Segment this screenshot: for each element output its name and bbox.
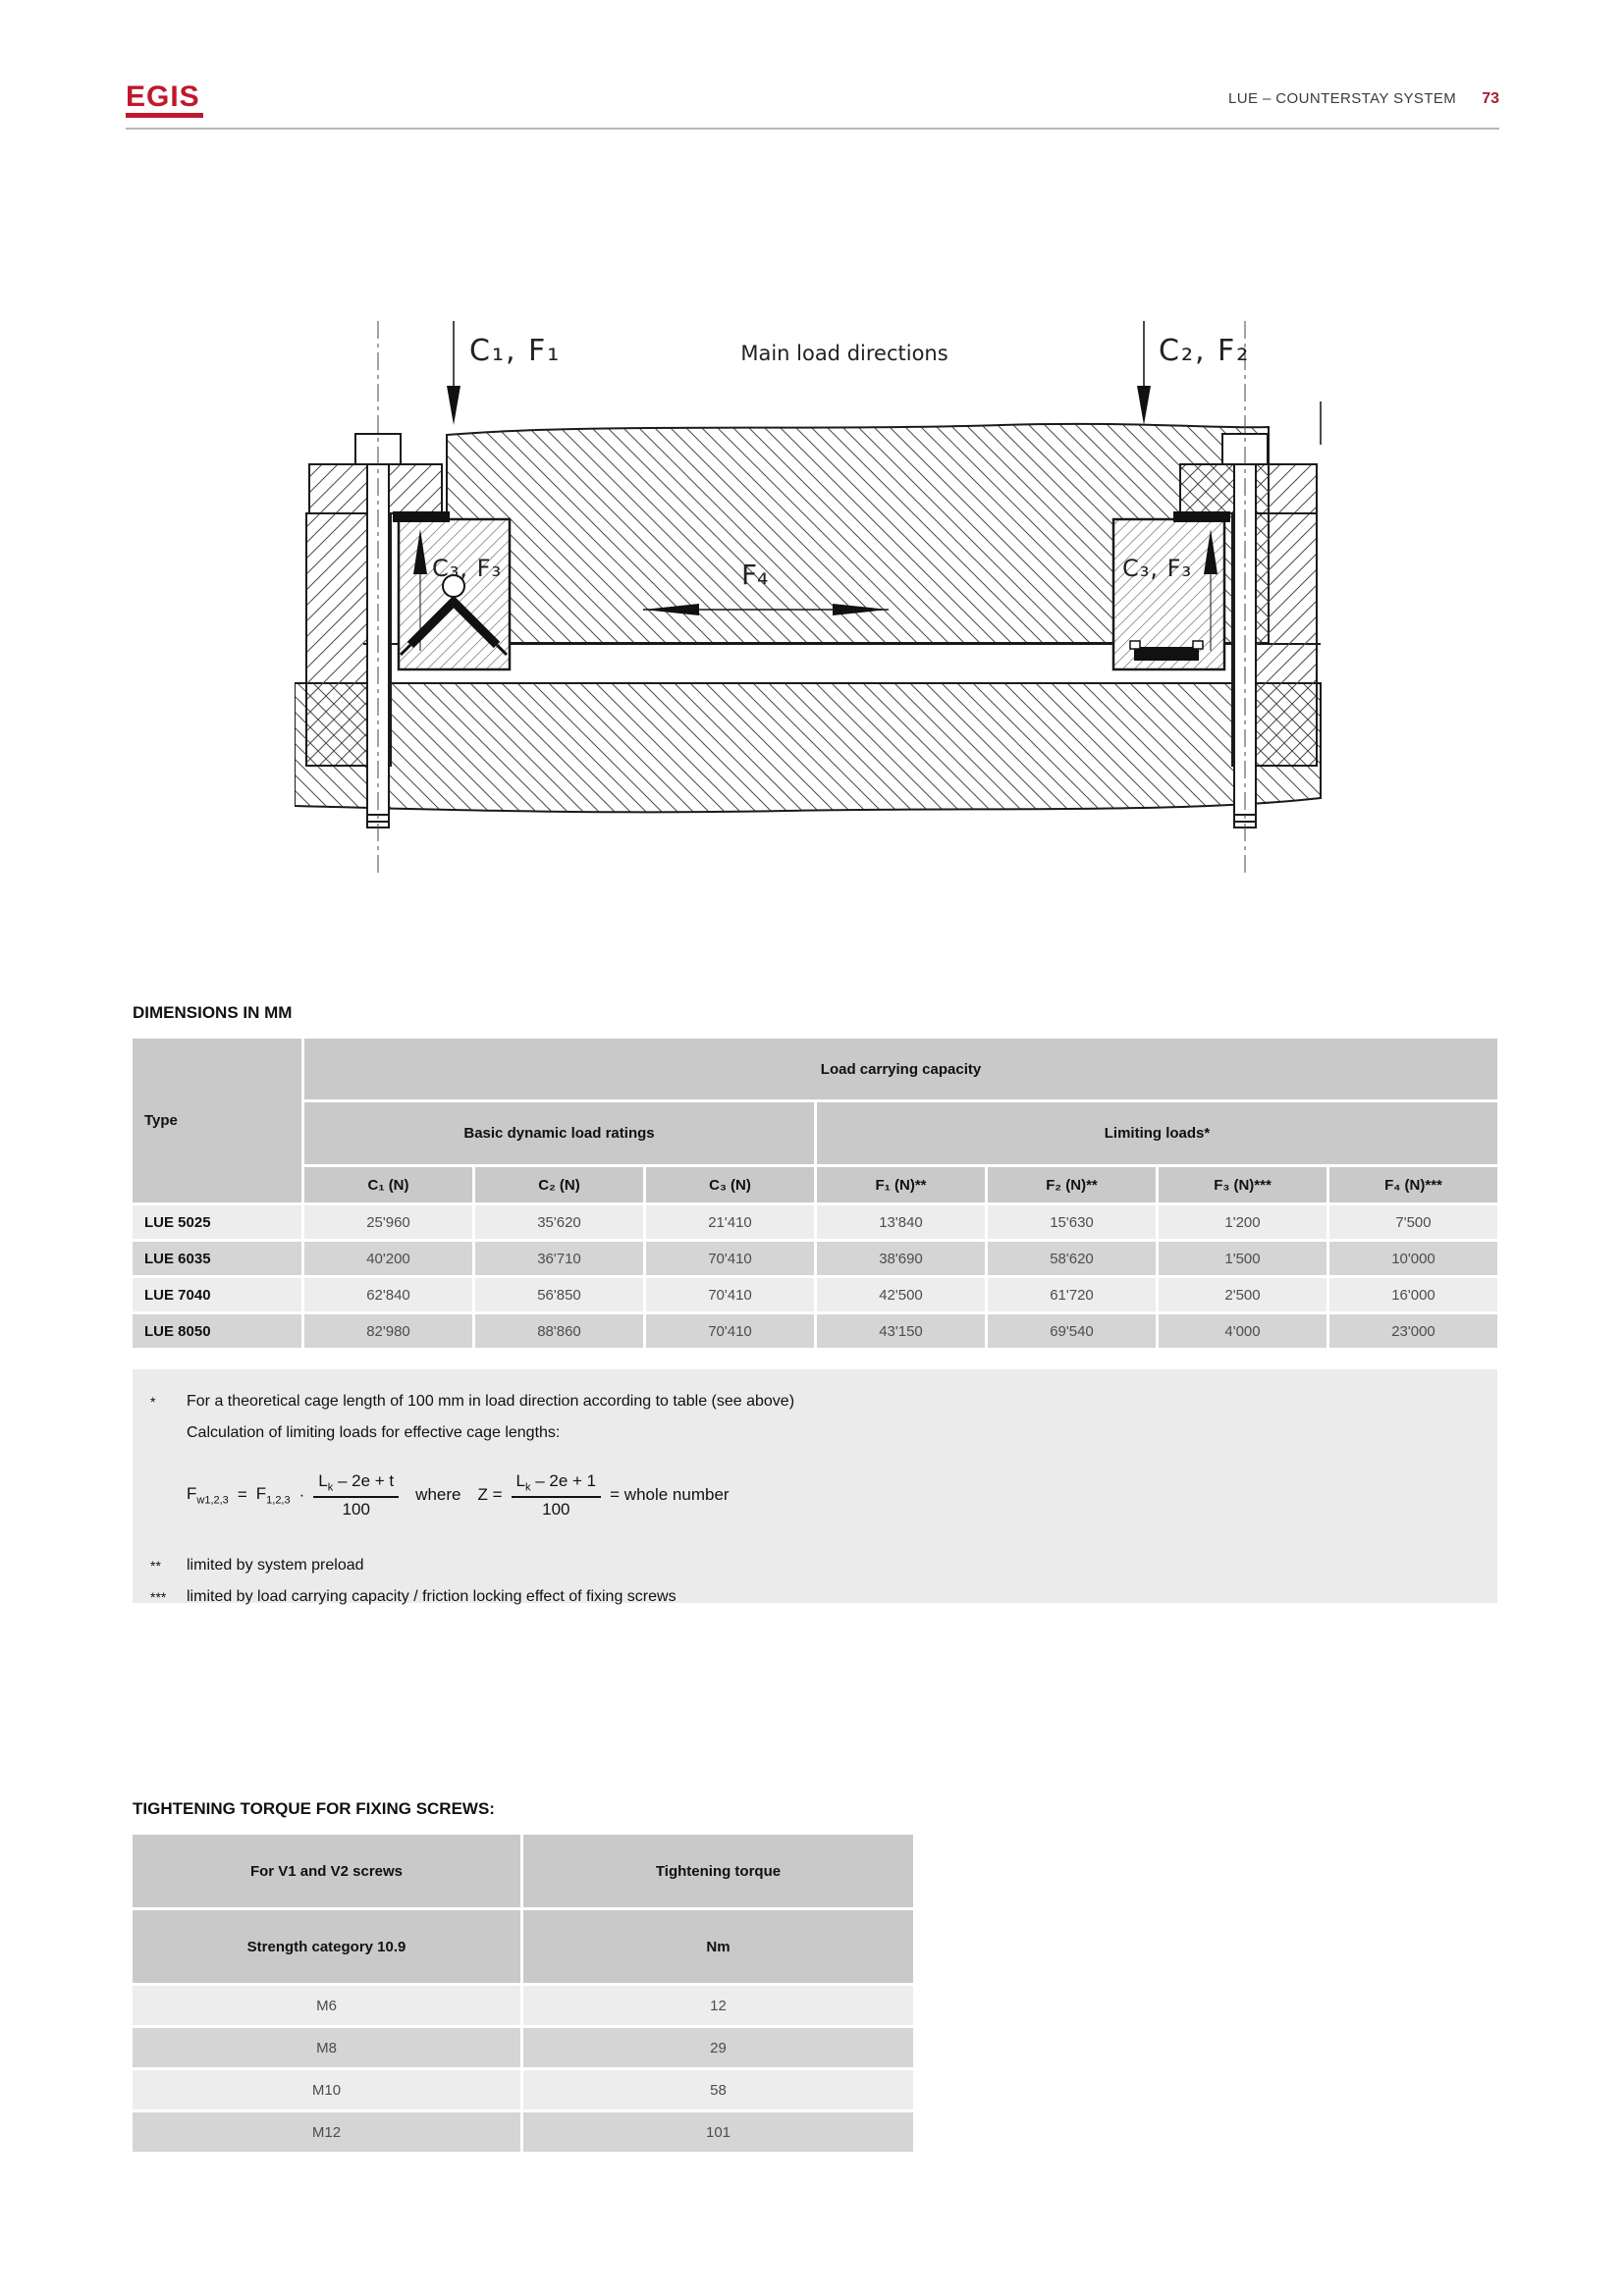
torque-col1-subheader: Strength category 10.9 <box>133 1910 520 1983</box>
dimensions-title: DIMENSIONS IN MM <box>133 1003 293 1022</box>
right-fixing-bar <box>1173 511 1230 522</box>
table-cell: 40'200 <box>304 1242 472 1275</box>
table-cell: 61'720 <box>988 1278 1156 1311</box>
torque-row-size: M10 <box>133 2070 520 2109</box>
table-cell: 82'980 <box>304 1314 472 1348</box>
col-header-c3: C₃ (N) <box>646 1167 814 1202</box>
table-row-type: LUE 7040 <box>133 1278 301 1311</box>
group-header-load-capacity: Load carrying capacity <box>304 1039 1497 1099</box>
fraction-2: $\frac{L_k - 2e + 1}{100}$ <box>512 1471 602 1520</box>
table-row-type: LUE 6035 <box>133 1242 301 1275</box>
footnote-marker-doublestar: ** <box>150 1557 161 1574</box>
c1-arrow-head <box>447 386 460 425</box>
limiting-load-formula: $F_{w1,2,3}$ = $F_{1,2,3}$ · $\frac{L_k - 2e + t}{100}$ where Z = $\frac{L_k - 2e + 1}{100}$ = whole number <box>187 1471 730 1520</box>
torque-row-nm: 58 <box>523 2070 913 2109</box>
label-c3f3-right: C₃, F₃ <box>1122 555 1193 582</box>
table-row-type: LUE 8050 <box>133 1314 301 1348</box>
table-cell: 25'960 <box>304 1205 472 1239</box>
footnote-doublestar: ** limited by system preload <box>133 1553 1497 1578</box>
table-cell: 4'000 <box>1159 1314 1326 1348</box>
right-clamp <box>1134 647 1199 661</box>
table-cell: 88'860 <box>475 1314 643 1348</box>
label-c3f3-left: C₃, F₃ <box>432 555 503 582</box>
table-cell: 23'000 <box>1329 1314 1497 1348</box>
table-cell: 38'690 <box>817 1242 985 1275</box>
table-cell: 16'000 <box>1329 1278 1497 1311</box>
table-cell: 42'500 <box>817 1278 985 1311</box>
torque-row-nm: 101 <box>523 2112 913 2152</box>
col-header-f4: F₄ (N)*** <box>1329 1167 1497 1202</box>
torque-col2-subheader: Nm <box>523 1910 913 1983</box>
torque-col1-header: For V1 and V2 screws <box>133 1835 520 1907</box>
col-header-f3: F₃ (N)*** <box>1159 1167 1326 1202</box>
base-block <box>295 683 1321 812</box>
table-cell: 7'500 <box>1329 1205 1497 1239</box>
table-cell: 69'540 <box>988 1314 1156 1348</box>
torque-row-nm: 29 <box>523 2028 913 2067</box>
drawing-caption: Main load directions <box>740 342 948 365</box>
torque-row-size: M6 <box>133 1986 520 2025</box>
load-capacity-table <box>133 1039 1497 1348</box>
footnote-marker-triplestar: *** <box>150 1588 167 1605</box>
footnotes-block <box>133 1369 1497 1603</box>
page-header <box>1228 90 1499 108</box>
footnote-marker-star: * <box>150 1394 156 1410</box>
label-f4: F₄ <box>741 559 769 591</box>
header-rule <box>126 128 1499 130</box>
torque-title: TIGHTENING TORQUE FOR FIXING SCREWS: <box>133 1799 495 1818</box>
table-cell: 58'620 <box>988 1242 1156 1275</box>
col-header-f1: F₁ (N)** <box>817 1167 985 1202</box>
table-row-type: LUE 5025 <box>133 1205 301 1239</box>
col-header-type: Type <box>133 1039 301 1202</box>
c2-arrow-head <box>1137 386 1151 425</box>
page-number: 73 <box>1482 90 1499 107</box>
table-cell: 13'840 <box>817 1205 985 1239</box>
table-cell: 2'500 <box>1159 1278 1326 1311</box>
subgroup-limiting-loads: Limiting loads* <box>817 1102 1497 1164</box>
page-header-title: LUE – COUNTERSTAY SYSTEM <box>1228 90 1457 107</box>
table-cell: 36'710 <box>475 1242 643 1275</box>
col-header-f2: F₂ (N)** <box>988 1167 1156 1202</box>
torque-row-nm: 12 <box>523 1986 913 2025</box>
table-cell: 15'630 <box>988 1205 1156 1239</box>
torque-row-size: M8 <box>133 2028 520 2067</box>
left-fixing-bar <box>393 511 450 522</box>
table-cell: 62'840 <box>304 1278 472 1311</box>
drawing-svg <box>295 319 1375 879</box>
table-cell: 70'410 <box>646 1314 814 1348</box>
table-cell: 43'150 <box>817 1314 985 1348</box>
table-cell: 70'410 <box>646 1278 814 1311</box>
col-header-c1: C₁ (N) <box>304 1167 472 1202</box>
egis-logo: EGIS <box>126 82 203 118</box>
table-cell: 1'200 <box>1159 1205 1326 1239</box>
label-c2f2: C₂, F₂ <box>1159 334 1251 368</box>
torque-table <box>133 1835 913 2152</box>
table-cell: 56'850 <box>475 1278 643 1311</box>
torque-row-size: M12 <box>133 2112 520 2152</box>
table-cell: 10'000 <box>1329 1242 1497 1275</box>
table-cell: 70'410 <box>646 1242 814 1275</box>
table-cell: 1'500 <box>1159 1242 1326 1275</box>
footnote-star-line2: Calculation of limiting loads for effective cage lengths: <box>187 1424 561 1441</box>
torque-col2-header: Tightening torque <box>523 1835 913 1907</box>
footnote-star-line1: * For a theoretical cage length of 100 mm in load direction according to table (see above) <box>133 1389 1497 1415</box>
footnote-triplestar: *** limited by load carrying capacity / friction locking effect of fixing screws <box>133 1584 1497 1610</box>
subgroup-basic-dynamic: Basic dynamic load ratings <box>304 1102 814 1164</box>
table-cell: 35'620 <box>475 1205 643 1239</box>
counterstay-cross-section-drawing <box>295 319 1375 879</box>
fraction-1: $\frac{L_k - 2e + t}{100}$ <box>313 1471 399 1520</box>
label-c1f1: C₁, F₁ <box>469 334 562 368</box>
table-cell: 21'410 <box>646 1205 814 1239</box>
col-header-c2: C₂ (N) <box>475 1167 643 1202</box>
